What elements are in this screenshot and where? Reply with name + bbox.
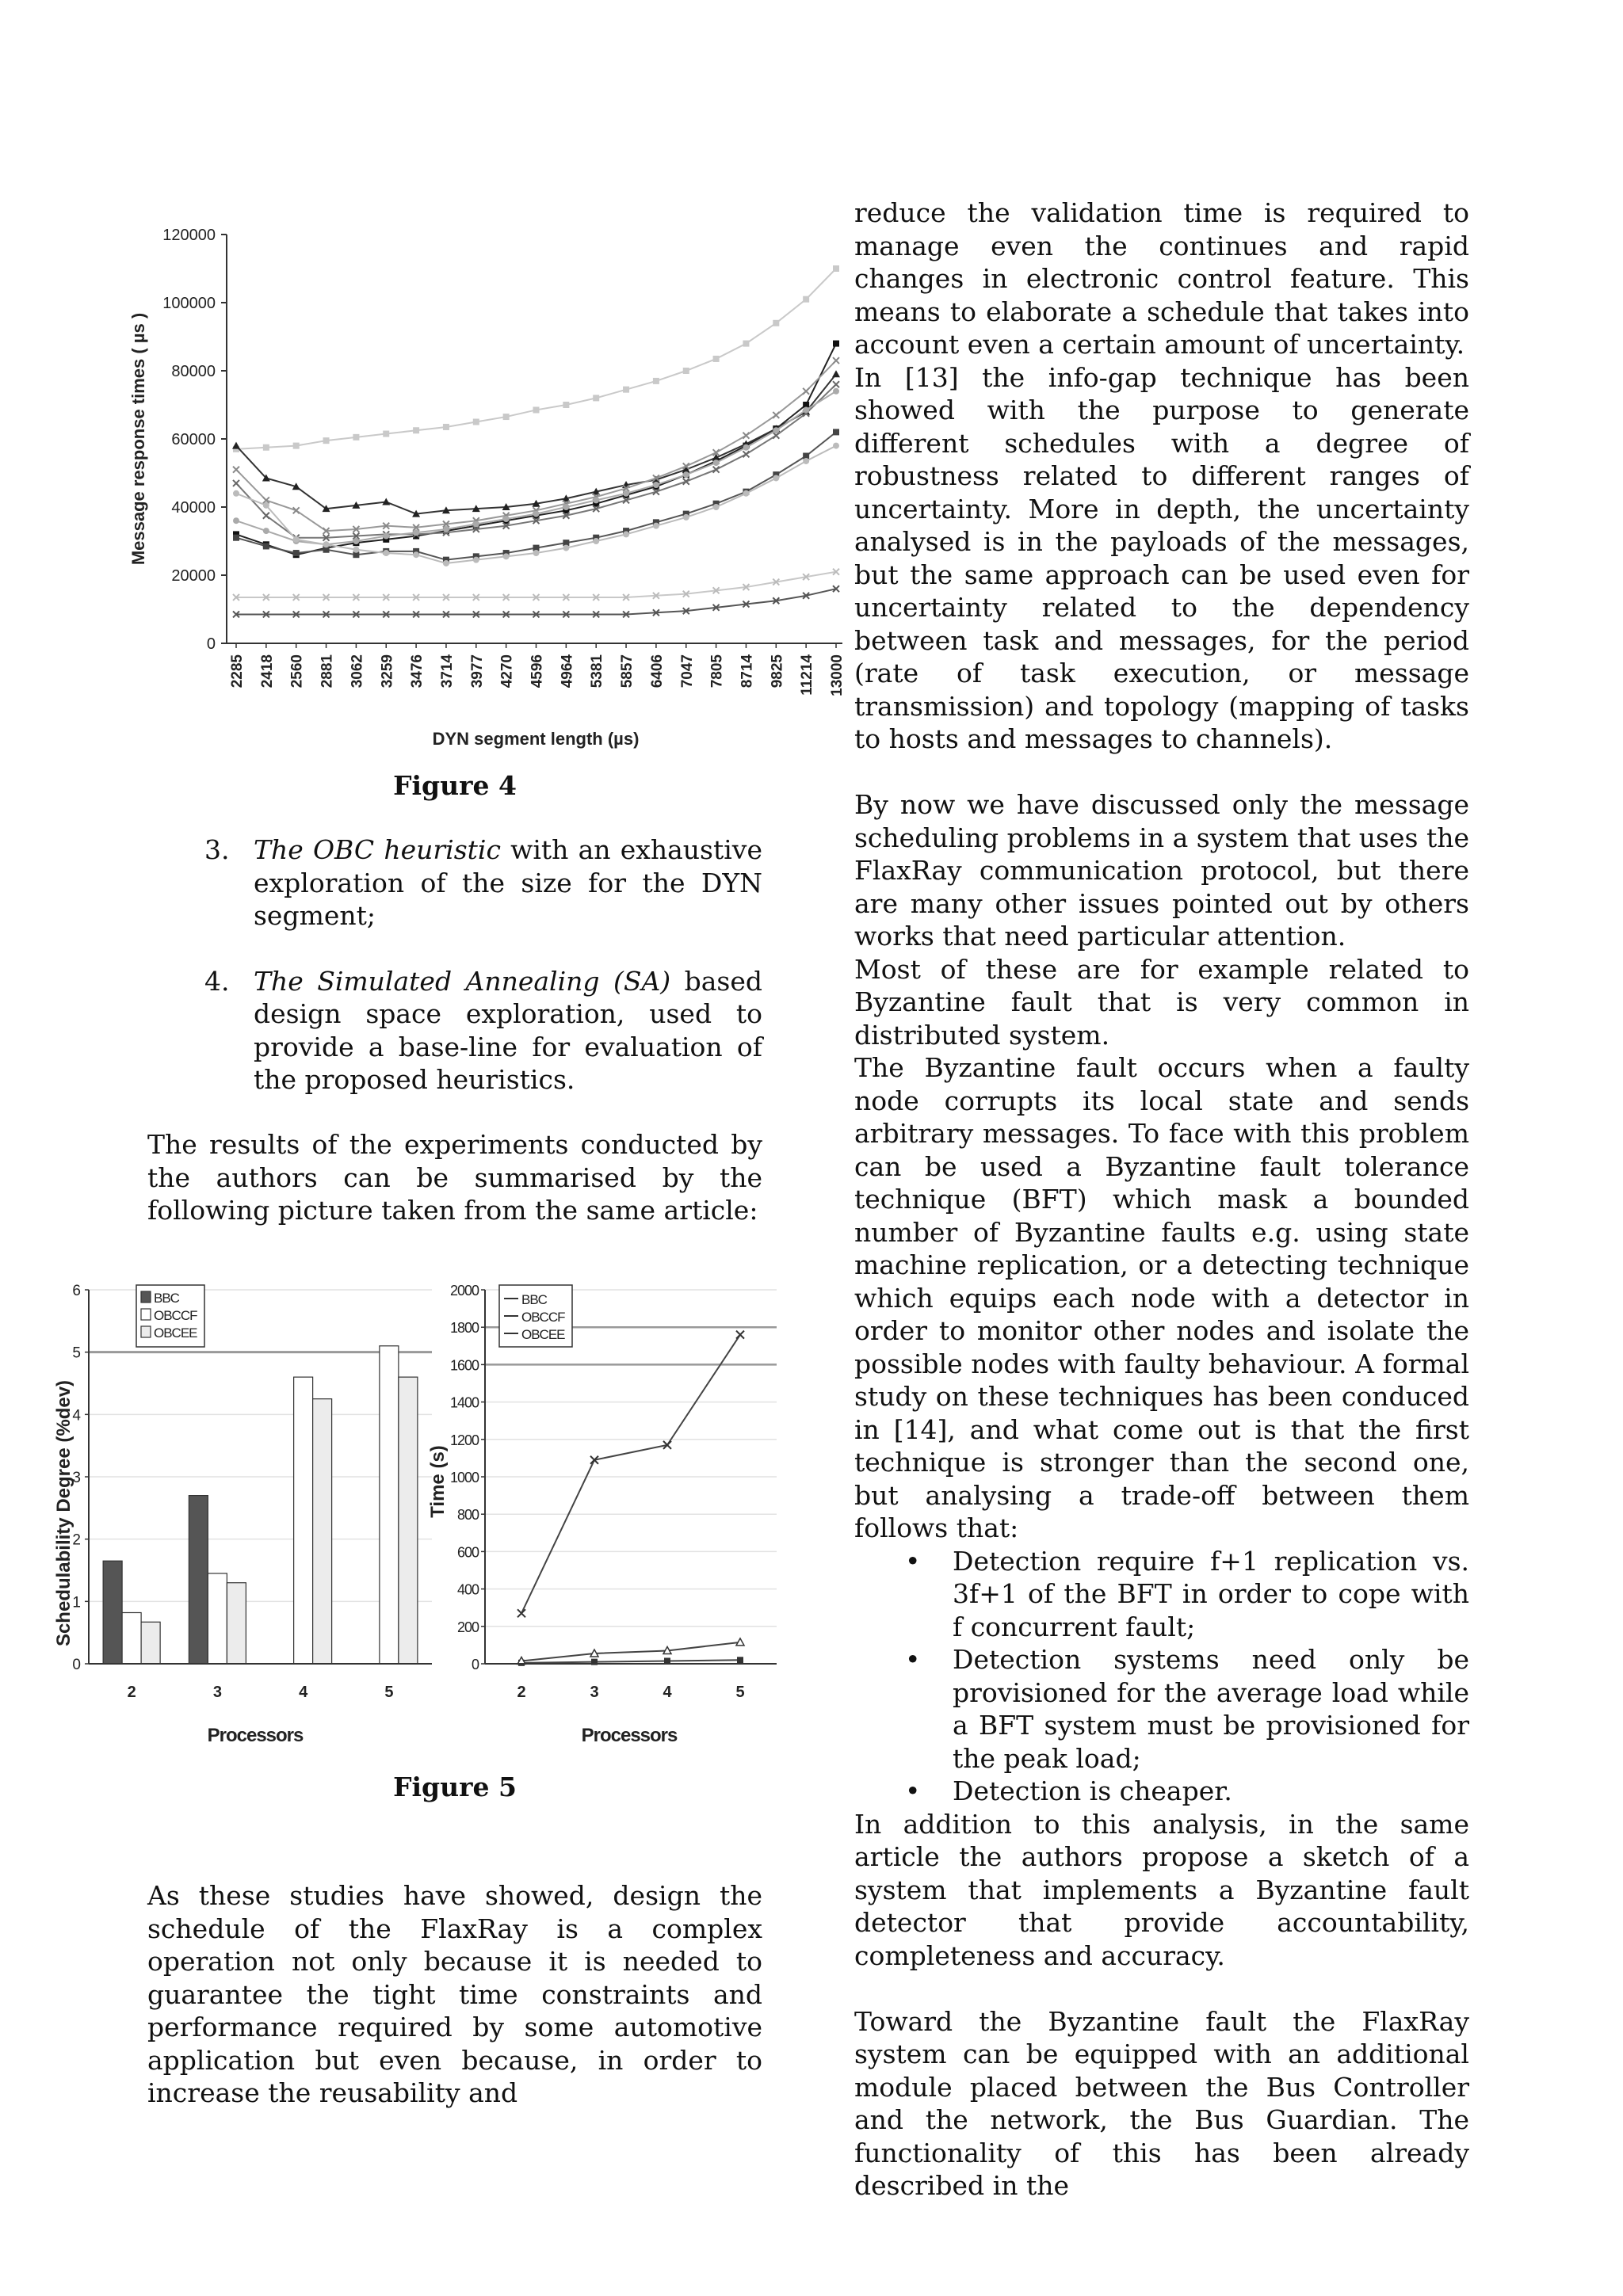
data-point bbox=[623, 387, 629, 393]
data-point bbox=[533, 550, 540, 556]
y-tick-label: 1 bbox=[72, 1594, 81, 1611]
x-tick-label: 3476 bbox=[409, 654, 426, 688]
data-point bbox=[593, 497, 599, 503]
data-point bbox=[503, 516, 510, 522]
bullet-icon: • bbox=[905, 1775, 921, 1806]
figure4-chart bbox=[127, 222, 856, 761]
list-item-3 bbox=[147, 833, 762, 933]
y-tick-label: 0 bbox=[72, 1657, 81, 1673]
figure5-right-ylabel: Time (s) bbox=[427, 1445, 449, 1518]
bullet-item bbox=[854, 1643, 1469, 1775]
paragraph-5: The Byzantine fault occurs when a faulty node corrupts its local state and sends arbitrary messages. To face with this problem can be used a Byzantine fault tolerance technique (BFT) which mask a bounded number of Byzantine faults e.g. using state machine replication, or a detecting technique which equips each node with a detector in order to monitor other nodes and isolate the possible nodes with faulty behaviour. A formal study on these techniques has been conduced in [14], and what come out is that the first technique is stronger than the second one, but analysing a trade-off between them follows that: bbox=[854, 1052, 1469, 1543]
data-point bbox=[263, 444, 269, 451]
x-tick-label: 2285 bbox=[229, 654, 246, 688]
data-point bbox=[517, 1609, 525, 1617]
data-point bbox=[623, 531, 629, 537]
y-tick-label: 1200 bbox=[449, 1432, 479, 1448]
x-tick-label: 2560 bbox=[288, 654, 306, 688]
data-point bbox=[353, 547, 359, 553]
data-point bbox=[413, 529, 419, 536]
data-point bbox=[736, 1331, 744, 1339]
bullet-list bbox=[854, 1545, 1469, 1808]
data-point bbox=[533, 511, 540, 517]
series-line-BBC bbox=[521, 1660, 740, 1663]
y-tick-label: 100000 bbox=[162, 295, 216, 312]
series-line-s9 bbox=[236, 572, 836, 597]
figure5-left-xlabel: Processors bbox=[207, 1725, 304, 1746]
x-tick-label: 4 bbox=[299, 1684, 308, 1701]
x-tick-label: 4964 bbox=[559, 654, 576, 688]
bar-OBCCF bbox=[208, 1573, 227, 1664]
x-tick-label: 5 bbox=[384, 1684, 394, 1701]
data-point bbox=[473, 419, 479, 425]
x-tick-label: 2418 bbox=[258, 654, 276, 688]
legend-label: OBCCF bbox=[521, 1310, 565, 1325]
data-point bbox=[563, 504, 569, 510]
y-tick-label: 1600 bbox=[449, 1357, 479, 1374]
data-point bbox=[803, 388, 809, 395]
figure5-bar-chart bbox=[48, 1276, 436, 1751]
data-point bbox=[833, 443, 839, 449]
data-point bbox=[833, 341, 839, 347]
data-point bbox=[503, 414, 510, 420]
bullet-icon: • bbox=[905, 1644, 921, 1675]
bar-OBCEE bbox=[141, 1622, 160, 1664]
x-tick-label: 3259 bbox=[379, 654, 396, 688]
y-tick-label: 20000 bbox=[171, 567, 216, 585]
data-point bbox=[503, 553, 510, 559]
data-point bbox=[323, 541, 330, 547]
data-point bbox=[743, 490, 749, 497]
data-point bbox=[623, 490, 629, 497]
x-tick-label: 4596 bbox=[529, 654, 546, 688]
data-point bbox=[737, 1657, 743, 1663]
y-tick-label: 400 bbox=[456, 1581, 479, 1598]
x-tick-label: 3714 bbox=[438, 654, 456, 688]
bullet-text: Detection is cheaper. bbox=[953, 1775, 1232, 1806]
x-tick-label: 2 bbox=[127, 1684, 136, 1701]
list-item-text: with an exhaustive exploration of the size for the DYN segment; bbox=[254, 834, 762, 931]
data-point bbox=[833, 265, 839, 272]
x-tick-label: 3977 bbox=[468, 654, 486, 688]
data-point bbox=[832, 370, 840, 377]
legend-label: OBCCF bbox=[154, 1308, 197, 1323]
data-point bbox=[593, 395, 599, 401]
x-tick-label: 5381 bbox=[589, 654, 606, 688]
data-point bbox=[233, 480, 239, 486]
paragraph-results-text: The results of the experiments conducted by the authors can be summarised by the following picture taken from the same article: bbox=[147, 1129, 762, 1226]
method-list bbox=[147, 833, 762, 1129]
x-tick-label: 9825 bbox=[769, 654, 786, 688]
series-line-s1 bbox=[236, 269, 836, 449]
bar-OBCCF bbox=[380, 1346, 399, 1664]
bullet-text: Detection systems need only be provisioned for the average load while a BFT system must be provisioned for the peak load; bbox=[953, 1644, 1469, 1774]
x-tick-label: 8714 bbox=[739, 654, 756, 688]
x-tick-label: 2 bbox=[517, 1684, 526, 1701]
legend-label: BBC bbox=[521, 1292, 547, 1307]
data-point bbox=[653, 482, 659, 488]
data-point bbox=[293, 443, 300, 449]
figure5-left-ylabel: Schedulability Degree (%dev) bbox=[53, 1379, 74, 1647]
x-tick-label: 6406 bbox=[648, 654, 666, 688]
bullet-icon: • bbox=[905, 1545, 921, 1577]
data-point bbox=[743, 341, 749, 347]
x-tick-label: 4270 bbox=[498, 654, 516, 688]
data-point bbox=[833, 381, 839, 387]
list-item-text: based design space exploration, used to provide a base-line for evaluation of the proposed heuristics. bbox=[254, 965, 762, 1095]
y-tick-label: 60000 bbox=[171, 431, 216, 448]
legend-label: OBCEE bbox=[521, 1327, 565, 1342]
x-tick-label: 5 bbox=[735, 1684, 745, 1701]
paragraph-3: By now we have discussed only the message scheduling problems in a system that uses the FlaxRay communication protocol, but there are many other issues pointed out by others works that need particular attention. bbox=[854, 789, 1469, 952]
data-point bbox=[683, 514, 689, 521]
paragraph-studies-text: As these studies have showed, design the schedule of the FlaxRay is a complex operation not only because it is needed to guarantee the tight time constraints and performance required by some automotive application but even because, in order to increase the reusability and bbox=[147, 1880, 762, 2108]
data-point bbox=[293, 550, 300, 556]
bar-OBCCF bbox=[122, 1612, 141, 1664]
paragraph-6: In addition to this analysis, in the same article the authors propose a sketch of a system that implements a Byzantine fault detector that provide accountability, completeness and accuracy. bbox=[854, 1808, 1469, 1971]
y-tick-label: 0 bbox=[471, 1657, 479, 1672]
data-point bbox=[653, 378, 659, 384]
data-point bbox=[383, 533, 389, 540]
series-line-OBCCF bbox=[521, 1642, 740, 1661]
bullet-item bbox=[854, 1775, 1469, 1808]
y-tick-label: 2000 bbox=[449, 1283, 479, 1299]
y-tick-label: 1000 bbox=[449, 1470, 479, 1486]
y-tick-label: 600 bbox=[456, 1544, 479, 1561]
y-tick-label: 1800 bbox=[449, 1320, 479, 1337]
y-tick-label: 6 bbox=[72, 1283, 81, 1299]
figure4-caption: Figure 4 bbox=[393, 770, 517, 801]
data-point bbox=[443, 424, 449, 430]
data-point bbox=[233, 467, 239, 473]
y-tick-label: 800 bbox=[456, 1507, 479, 1524]
data-point bbox=[683, 368, 689, 374]
bar-BBC bbox=[189, 1496, 208, 1664]
data-point bbox=[443, 526, 449, 532]
bullet-text: Detection require f+1 replication vs. 3f+1 of the BFT in order to cope with f concurrent fault; bbox=[953, 1545, 1469, 1642]
data-point bbox=[713, 504, 720, 510]
data-point bbox=[353, 538, 359, 544]
data-point bbox=[263, 502, 269, 509]
bar-OBCEE bbox=[227, 1583, 246, 1664]
series-line-s10 bbox=[236, 589, 836, 614]
y-tick-label: 1400 bbox=[449, 1394, 479, 1411]
data-point bbox=[413, 427, 419, 433]
data-point bbox=[353, 434, 359, 441]
list-item-4 bbox=[147, 965, 762, 1097]
data-point bbox=[833, 388, 839, 395]
paragraph-7: Toward the Byzantine fault the FlaxRay system can be equipped with an additional module placed between the Bus Controller and the network, the Bus Guardian. The functionality of this has been already described in the bbox=[854, 2005, 1469, 2201]
list-item-emphasis: The Simulated Annealing (SA) bbox=[254, 965, 671, 997]
legend-swatch bbox=[141, 1326, 151, 1337]
y-tick-label: 2 bbox=[72, 1531, 81, 1549]
bar-BBC bbox=[103, 1561, 122, 1664]
data-point bbox=[233, 517, 239, 524]
data-point bbox=[563, 545, 569, 551]
data-point bbox=[293, 536, 300, 543]
data-point bbox=[803, 458, 809, 464]
x-tick-label: 7047 bbox=[678, 654, 696, 688]
data-point bbox=[743, 444, 749, 451]
legend-swatch bbox=[141, 1291, 151, 1302]
data-point bbox=[233, 490, 239, 497]
data-point bbox=[713, 356, 720, 362]
data-point bbox=[323, 437, 330, 444]
y-tick-label: 120000 bbox=[162, 227, 216, 244]
data-point bbox=[473, 521, 479, 528]
data-point bbox=[443, 560, 449, 566]
data-point bbox=[773, 320, 779, 326]
data-point bbox=[383, 550, 389, 556]
data-point bbox=[803, 406, 809, 413]
figure4-ylabel: Message response times ( µs ) bbox=[128, 312, 148, 566]
data-point bbox=[713, 467, 720, 473]
data-point bbox=[683, 471, 689, 478]
legend-label: OBCEE bbox=[154, 1325, 197, 1341]
data-point bbox=[653, 523, 659, 529]
paragraph-1: reduce the validation time is required to manage even the continues and rapid changes in electronic control feature. This means to elaborate a schedule that takes into account even a certain amount of uncertainty. bbox=[854, 197, 1469, 360]
data-point bbox=[833, 357, 839, 364]
x-tick-label: 2881 bbox=[319, 654, 336, 688]
y-tick-label: 3 bbox=[72, 1470, 81, 1486]
figure4-xlabel: DYN segment length (µs) bbox=[432, 729, 640, 749]
data-point bbox=[383, 431, 389, 437]
x-tick-label: 3062 bbox=[349, 654, 366, 688]
x-tick-label: 3 bbox=[590, 1684, 599, 1701]
data-point bbox=[803, 296, 809, 303]
y-tick-label: 40000 bbox=[171, 499, 216, 517]
y-tick-label: 4 bbox=[72, 1407, 81, 1425]
data-point bbox=[563, 402, 569, 408]
x-tick-label: 4 bbox=[663, 1684, 672, 1701]
data-point bbox=[593, 538, 599, 544]
data-point bbox=[263, 513, 269, 519]
figure5-right-xlabel: Processors bbox=[581, 1725, 678, 1746]
y-tick-label: 5 bbox=[72, 1344, 81, 1362]
data-point bbox=[773, 427, 779, 433]
data-point bbox=[473, 557, 479, 563]
paragraph-results bbox=[147, 1128, 762, 1227]
list-item-emphasis: The OBC heuristic bbox=[254, 834, 501, 865]
y-tick-label: 200 bbox=[456, 1619, 479, 1635]
bar-OBCEE bbox=[399, 1377, 418, 1664]
data-point bbox=[743, 451, 749, 457]
data-point bbox=[713, 460, 720, 466]
data-point bbox=[533, 406, 540, 413]
data-point bbox=[773, 412, 779, 418]
list-number: 4. bbox=[204, 965, 230, 997]
data-point bbox=[833, 429, 839, 435]
paragraph-2: In [13] the info-gap technique has been showed with the purpose to generate different schedules with a degree of robustness related to different ranges of uncertainty. More in depth, the uncertainty analysed is in the payloads of the messages, but the same approach can be used even for uncertainty related to the dependency between task and messages, for the period (rate of task execution, or message transmission) and topology (mapping of tasks to hosts and messages to channels). bbox=[854, 361, 1469, 754]
data-point bbox=[263, 528, 269, 534]
data-point bbox=[413, 551, 419, 558]
x-tick-label: 13000 bbox=[829, 654, 846, 696]
paragraph-4: Most of these are for example related to Byzantine fault that is very common in distributed system. bbox=[854, 953, 1469, 1051]
legend-swatch bbox=[141, 1309, 151, 1320]
paragraph-studies bbox=[147, 1879, 762, 2110]
y-tick-label: 80000 bbox=[171, 363, 216, 380]
series-line-OBCEE bbox=[521, 1335, 740, 1614]
x-tick-label: 5857 bbox=[619, 654, 636, 688]
x-tick-label: 7805 bbox=[708, 654, 726, 688]
data-point bbox=[232, 442, 240, 449]
y-tick-label: 0 bbox=[206, 635, 216, 653]
bar-OBCEE bbox=[313, 1399, 332, 1664]
data-point bbox=[743, 433, 749, 439]
list-number: 3. bbox=[204, 834, 230, 865]
figure5-line-chart bbox=[427, 1276, 783, 1751]
legend-label: BBC bbox=[154, 1291, 179, 1306]
data-point bbox=[263, 543, 269, 549]
bar-OBCCF bbox=[294, 1377, 313, 1664]
data-point bbox=[233, 535, 239, 541]
data-point bbox=[773, 475, 779, 481]
x-tick-label: 11214 bbox=[799, 654, 816, 696]
figure5-caption: Figure 5 bbox=[393, 1772, 517, 1802]
bullet-item bbox=[854, 1545, 1469, 1644]
right-column bbox=[854, 196, 1469, 2203]
x-tick-label: 3 bbox=[212, 1684, 222, 1701]
